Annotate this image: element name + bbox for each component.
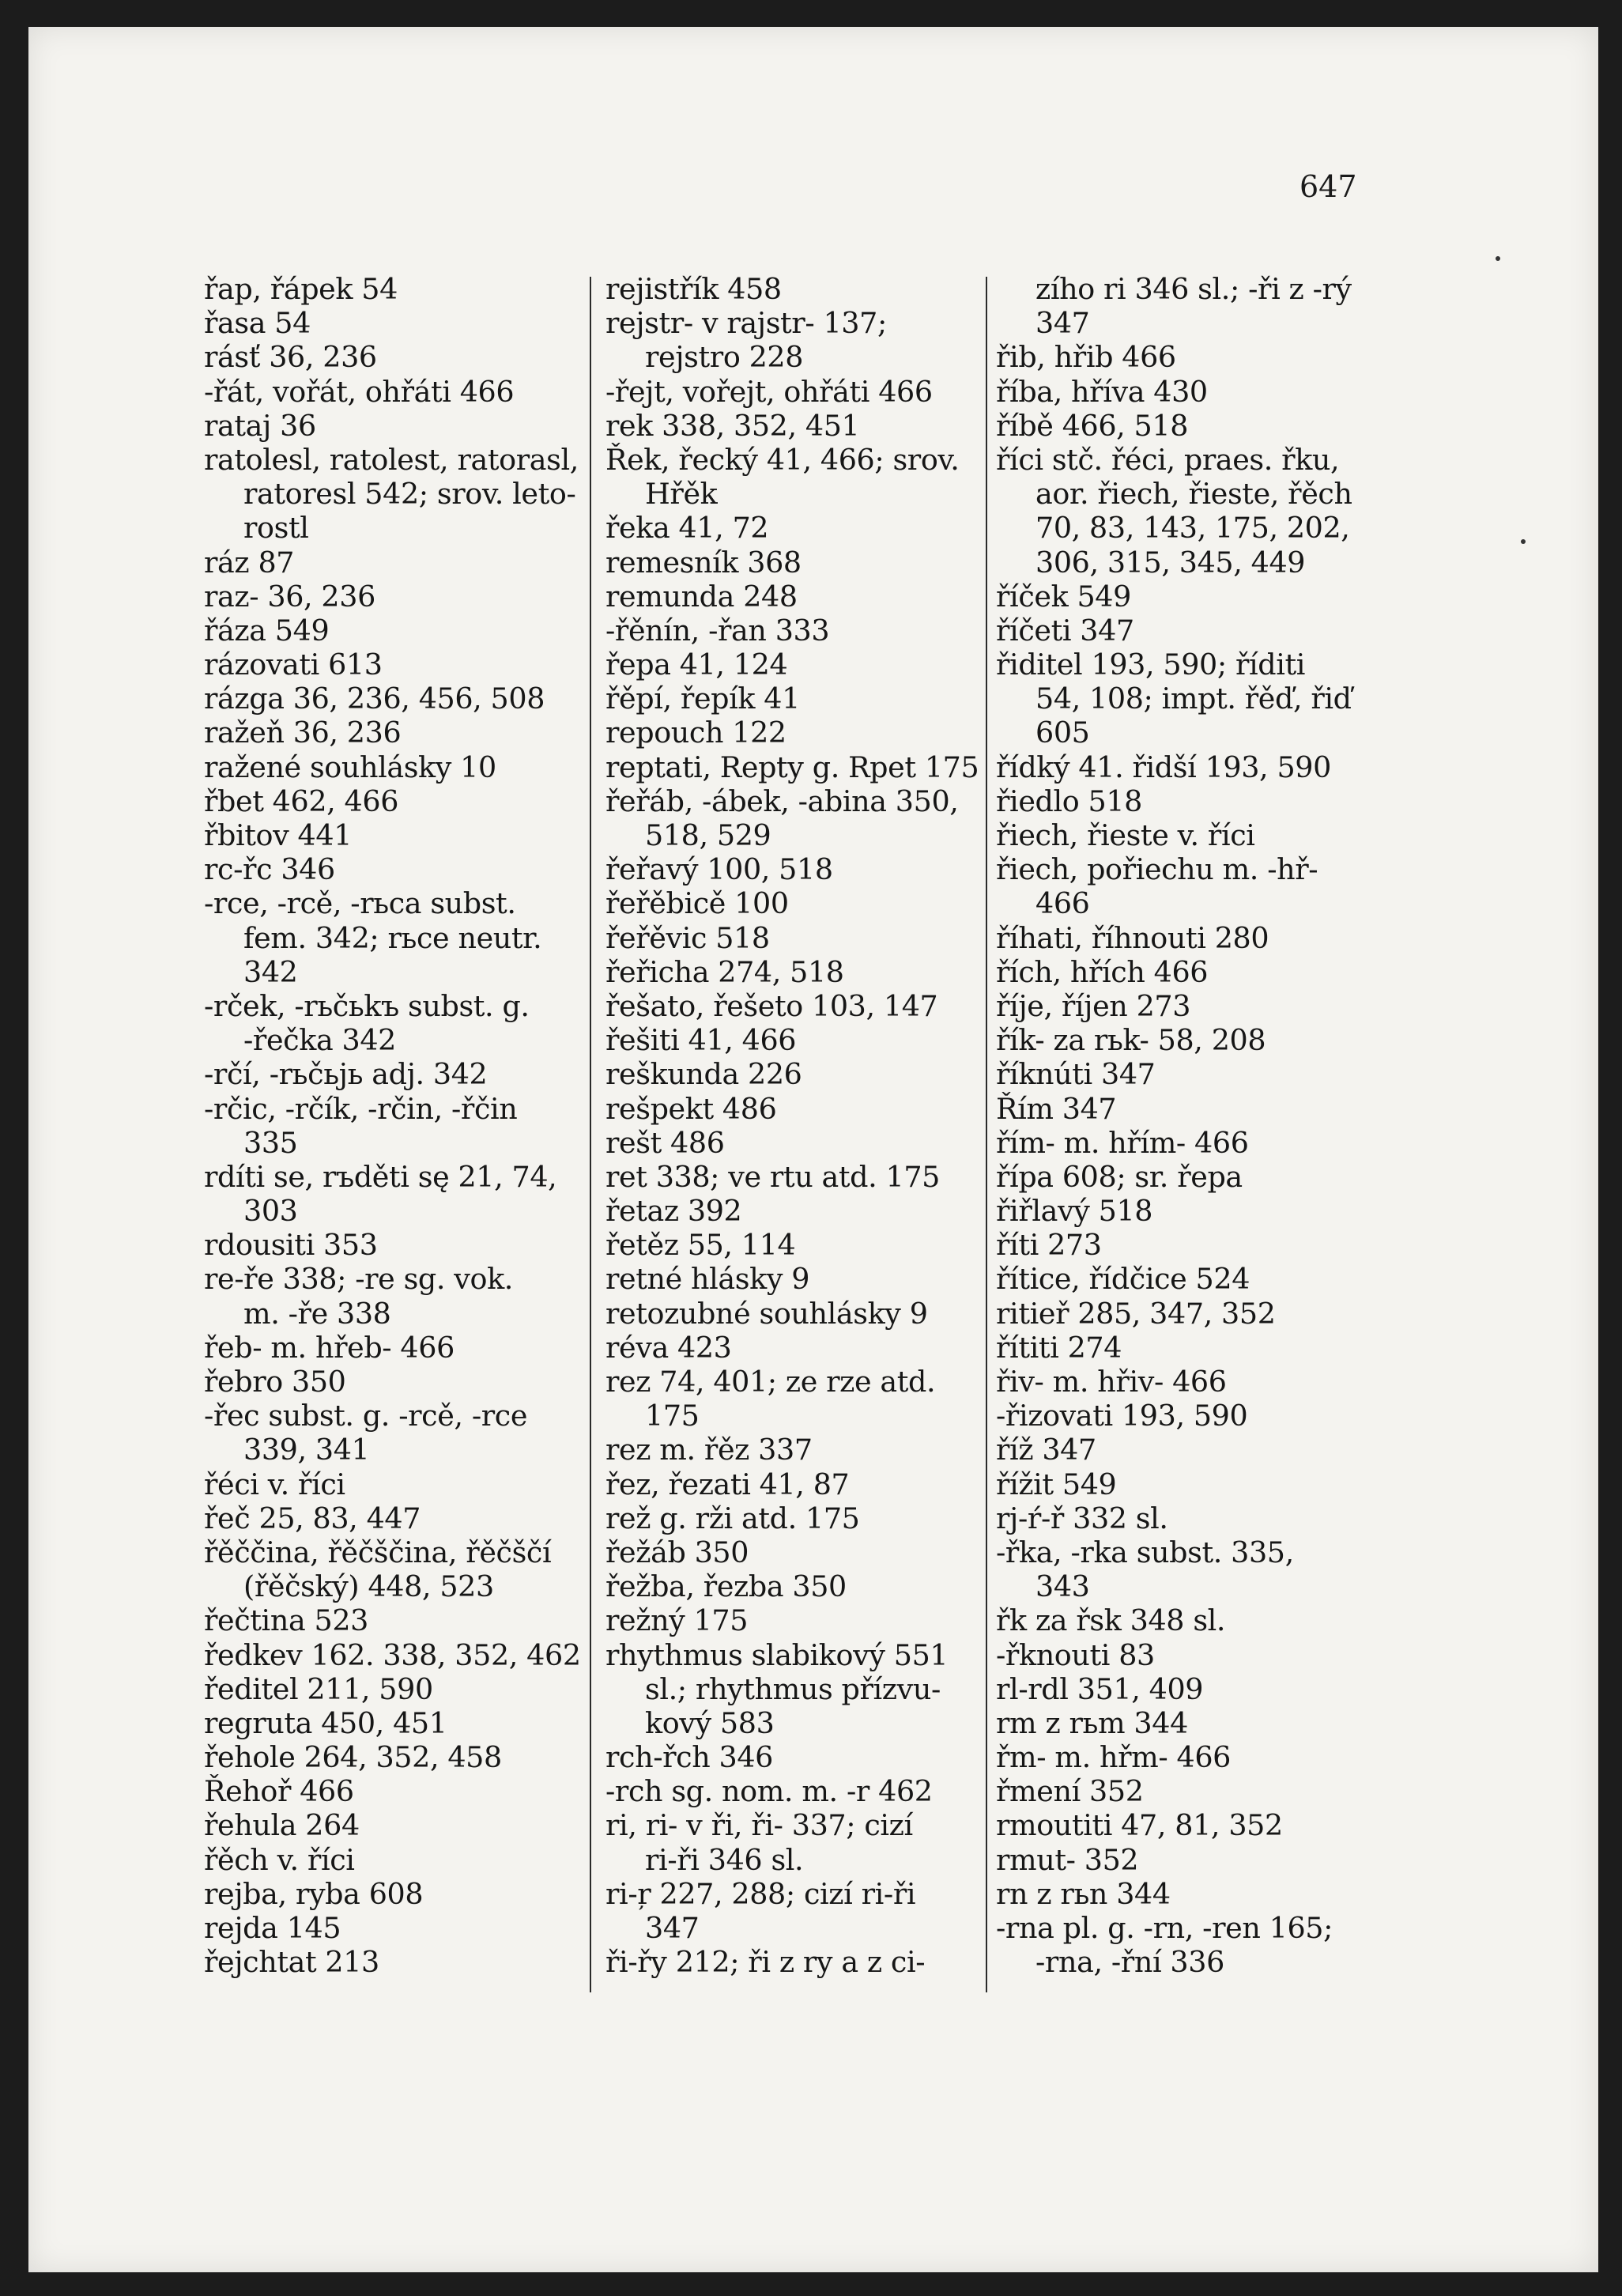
index-entry-line: ražené souhlásky 10 (204, 750, 496, 784)
index-entry-line: -řečka 342 (243, 1023, 396, 1058)
index-entry-line: 466 (1035, 886, 1090, 921)
index-entry-line: řípa 608; sr. řepa (996, 1159, 1243, 1194)
index-entry-line: řížit 549 (996, 1467, 1117, 1501)
print-speck (1521, 539, 1526, 544)
index-entry-line: řéci v. říci (204, 1467, 345, 1501)
column-rule-left (590, 277, 591, 1992)
index-entry-line: řežba, řezba 350 (605, 1569, 847, 1604)
index-entry-line: rejda 145 (204, 1911, 341, 1945)
index-entry-line: řešiti 41, 466 (605, 1023, 797, 1058)
index-entry-line: říje, říjen 273 (996, 988, 1191, 1023)
index-entry-line: řebro 350 (204, 1365, 346, 1399)
index-entry-line: ředitel 211, 590 (204, 1671, 433, 1706)
index-entry-line: řím- m. hřím- 466 (996, 1125, 1249, 1160)
index-entry-line: ředkev 162. 338, 352, 462 (204, 1637, 581, 1672)
index-entry-line: řítice, řídčice 524 (996, 1262, 1250, 1297)
index-entry-line: ři-řy 212; ři z ry a z ci- (605, 1945, 926, 1980)
index-entry-line: rázovati 613 (204, 648, 383, 682)
index-entry-line: říba, hříva 430 (996, 374, 1208, 409)
index-entry-line: řěpí, řepík 41 (605, 682, 800, 716)
index-entry-line: říti 273 (996, 1228, 1102, 1263)
index-entry-line: řík- za rьk- 58, 208 (996, 1023, 1266, 1058)
index-entry-line: řiřlavý 518 (996, 1194, 1153, 1229)
index-entry-line: rmut- 352 (996, 1842, 1139, 1877)
index-entry-line: rdíti se, rъděti sę 21, 74, (204, 1159, 557, 1194)
index-entry-line: Řím 347 (996, 1091, 1117, 1126)
index-entry-line: -řejt, vořejt, ohřáti 466 (605, 374, 933, 409)
index-entry-line: řasa 54 (204, 306, 311, 341)
index-entry-line: řeřěvic 518 (605, 920, 770, 955)
index-entry-line: Hřěk (645, 477, 718, 512)
index-entry-line: 347 (645, 1911, 700, 1945)
index-entry-line: řešato, řešeto 103, 147 (605, 988, 938, 1023)
index-entry-line: regruta 450, 451 (204, 1705, 447, 1740)
index-entry-line: -řka, -rka subst. 335, (996, 1535, 1294, 1569)
index-entry-line: reptati, Repty g. Rpet 175 (605, 750, 979, 784)
index-entry-line: řiech, pořiechu m. -hř- (996, 852, 1318, 887)
index-entry-line: ražeň 36, 236 (204, 716, 402, 750)
column-rule-right (986, 277, 987, 1992)
index-entry-line: řeřěbicě 100 (605, 886, 789, 921)
index-entry-line: rejistřík 458 (605, 272, 782, 306)
index-entry-line: Řek, řecký 41, 466; srov. (605, 442, 960, 477)
index-entry-line: řežáb 350 (605, 1535, 749, 1569)
index-entry-line: 335 (243, 1125, 298, 1160)
index-entry-line: rázga 36, 236, 456, 508 (204, 682, 545, 716)
index-entry-line: ráz 87 (204, 545, 295, 580)
index-entry-line: fem. 342; rьce neutr. (243, 920, 542, 955)
index-entry-line: řeč 25, 83, 447 (204, 1501, 421, 1535)
index-entry-line: rejba, ryba 608 (204, 1876, 424, 1911)
index-entry-line: 347 (1035, 306, 1090, 341)
index-entry-line: rn z rьn 344 (996, 1876, 1171, 1911)
index-entry-line: řepa 41, 124 (605, 648, 788, 682)
index-entry-line: retozubné souhlásky 9 (605, 1296, 928, 1331)
index-entry-line: -řknouti 83 (996, 1637, 1155, 1672)
index-entry-line: rostl (243, 511, 309, 546)
index-entry-line: řiditel 193, 590; říditi (996, 648, 1306, 682)
index-entry-line: řez, řezati 41, 87 (605, 1467, 850, 1501)
index-entry-line: rez 74, 401; ze rze atd. (605, 1365, 936, 1399)
index-entry-line: řeřavý 100, 518 (605, 852, 833, 887)
page-number: 647 (1299, 169, 1357, 204)
index-entry-line: řeka 41, 72 (605, 511, 769, 546)
index-entry-line: rejstr- v rajstr- 137; (605, 306, 887, 341)
index-entry-line: aor. řiech, řieste, řěch (1035, 477, 1352, 512)
index-entry-line: remunda 248 (605, 579, 798, 614)
index-entry-line: rmoutiti 47, 81, 352 (996, 1808, 1283, 1843)
index-entry-line: řmení 352 (996, 1774, 1144, 1809)
index-entry-line: -rček, -rьčьkъ subst. g. (204, 988, 530, 1023)
index-entry-line: kový 583 (645, 1705, 775, 1740)
index-entry-line: -rce, -rcě, -rьca subst. (204, 886, 516, 921)
index-entry-line: rešt 486 (605, 1125, 725, 1160)
index-entry-line: řm- m. hřm- 466 (996, 1740, 1231, 1775)
index-column-3 (996, 272, 1380, 1979)
index-entry-line: řbet 462, 466 (204, 784, 399, 818)
index-entry-line: re-ře 338; -re sg. vok. (204, 1262, 513, 1297)
index-entry-line: remesník 368 (605, 545, 802, 580)
index-entry-line: ratolesl, ratolest, ratorasl, (204, 442, 579, 477)
index-entry-line: řítiti 274 (996, 1330, 1122, 1365)
index-entry-line: 54, 108; impt. řěď, řiď (1035, 682, 1352, 716)
index-entry-line: řbitov 441 (204, 818, 353, 852)
index-entry-line: řejchtat 213 (204, 1945, 379, 1980)
index-entry-line: rm z rьm 344 (996, 1705, 1188, 1740)
index-column-2 (605, 272, 982, 1979)
index-entry-line: sl.; rhythmus přízvu- (645, 1671, 941, 1706)
index-entry-line: rešpekt 486 (605, 1091, 777, 1126)
index-entry-line: (řěčský) 448, 523 (243, 1569, 494, 1604)
index-entry-line: 70, 83, 143, 175, 202, (1035, 511, 1350, 546)
index-entry-line: řk za řsk 348 sl. (996, 1603, 1226, 1638)
index-entry-line: 518, 529 (645, 818, 771, 852)
index-entry-line: říček 549 (996, 579, 1131, 614)
index-entry-line: říž 347 (996, 1433, 1096, 1467)
index-entry-line: repouch 122 (605, 716, 786, 750)
index-entry-line: ritieř 285, 347, 352 (996, 1296, 1276, 1331)
index-entry-line: 342 (243, 954, 298, 989)
index-entry-line: rl-rdl 351, 409 (996, 1671, 1204, 1706)
index-entry-line: říhati, říhnouti 280 (996, 920, 1269, 955)
index-entry-line: rataj 36 (204, 408, 316, 443)
index-entry-line: -řěnín, -řan 333 (605, 613, 830, 648)
index-entry-line: řích, hřích 466 (996, 954, 1209, 989)
index-entry-line: 605 (1035, 716, 1090, 750)
index-entry-line: rc-řc 346 (204, 852, 335, 887)
index-entry-line: rez m. řěz 337 (605, 1433, 813, 1467)
index-entry-line: 339, 341 (243, 1433, 370, 1467)
index-entry-line: retné hlásky 9 (605, 1262, 810, 1297)
index-entry-line: rásť 36, 236 (204, 340, 377, 375)
index-entry-line: ri-ři 346 sl. (645, 1842, 804, 1877)
index-entry-line: -řát, vořát, ohřáti 466 (204, 374, 515, 409)
index-entry-line: -rna, -řní 336 (1035, 1945, 1224, 1980)
index-entry-line: réva 423 (605, 1330, 732, 1365)
index-entry-line: rch-řch 346 (605, 1740, 773, 1775)
print-speck (1496, 256, 1500, 261)
index-entry-line: zího ri 346 sl.; -ři z -rý (1035, 272, 1352, 306)
index-entry-line: říknúti 347 (996, 1057, 1156, 1092)
index-entry-line: říčeti 347 (996, 613, 1134, 648)
index-entry-line: -rčí, -rьčьjь adj. 342 (204, 1057, 488, 1092)
index-entry-line: 175 (645, 1399, 700, 1433)
index-entry-line: řiech, řieste v. říci (996, 818, 1255, 852)
index-entry-line: 303 (243, 1194, 298, 1229)
index-entry-line: řeb- m. hřeb- 466 (204, 1330, 455, 1365)
index-entry-line: -rčic, -rčík, -rčin, -řčin (204, 1091, 518, 1126)
index-entry-line: rek 338, 352, 451 (605, 408, 860, 443)
index-entry-line: řěččina, řěčščina, řěčščí (204, 1535, 552, 1569)
index-entry-line: řap, řápek 54 (204, 272, 398, 306)
index-entry-line: říbě 466, 518 (996, 408, 1189, 443)
index-entry-line: 306, 315, 345, 449 (1035, 545, 1306, 580)
index-entry-line: rdousiti 353 (204, 1228, 378, 1263)
index-entry-line: řečtina 523 (204, 1603, 368, 1638)
index-entry-line: rhythmus slabikový 551 (605, 1637, 949, 1672)
index-entry-line: rj-ŕ-ř 332 sl. (996, 1501, 1168, 1535)
index-entry-line: -řizovati 193, 590 (996, 1399, 1248, 1433)
index-entry-line: řetaz 392 (605, 1194, 742, 1229)
index-entry-line: řeřicha 274, 518 (605, 954, 844, 989)
index-entry-line: řěch v. říci (204, 1842, 355, 1877)
index-entry-line: řiv- m. hřiv- 466 (996, 1365, 1227, 1399)
index-entry-line: -řec subst. g. -rcě, -rce (204, 1399, 528, 1433)
index-entry-line: režný 175 (605, 1603, 749, 1638)
index-entry-line: ri, ri- v ři, ři- 337; cizí (605, 1808, 913, 1843)
index-entry-line: rejstro 228 (645, 340, 804, 375)
index-entry-line: ri-ŗ 227, 288; cizí ri-ři (605, 1876, 916, 1911)
index-entry-line: -rna pl. g. -rn, -ren 165; (996, 1911, 1333, 1945)
dictionary-page (28, 27, 1598, 2272)
index-entry-line: rež g. rži atd. 175 (605, 1501, 860, 1535)
index-entry-line: říci stč. řéci, praes. řku, (996, 442, 1340, 477)
index-entry-line: řetěz 55, 114 (605, 1228, 796, 1263)
index-entry-line: řehole 264, 352, 458 (204, 1740, 502, 1775)
index-entry-line: řib, hřib 466 (996, 340, 1176, 375)
index-entry-line: m. -ře 338 (243, 1296, 391, 1331)
index-column-1 (204, 272, 585, 1979)
index-entry-line: řehula 264 (204, 1808, 360, 1843)
index-entry-line: řáza 549 (204, 613, 330, 648)
index-entry-line: řiedlo 518 (996, 784, 1143, 818)
index-entry-line: řídký 41. řidší 193, 590 (996, 750, 1331, 784)
index-entry-line: řeřáb, -ábek, -abina 350, (605, 784, 959, 818)
index-entry-line: Řehoř 466 (204, 1774, 354, 1809)
index-entry-line: 343 (1035, 1569, 1090, 1604)
index-entry-line: ratoresl 542; srov. leto- (243, 477, 576, 512)
index-entry-line: raz- 36, 236 (204, 579, 375, 614)
index-entry-line: ret 338; ve rtu atd. 175 (605, 1159, 940, 1194)
index-entry-line: -rch sg. nom. m. -r 462 (605, 1774, 933, 1809)
index-entry-line: reškunda 226 (605, 1057, 802, 1092)
